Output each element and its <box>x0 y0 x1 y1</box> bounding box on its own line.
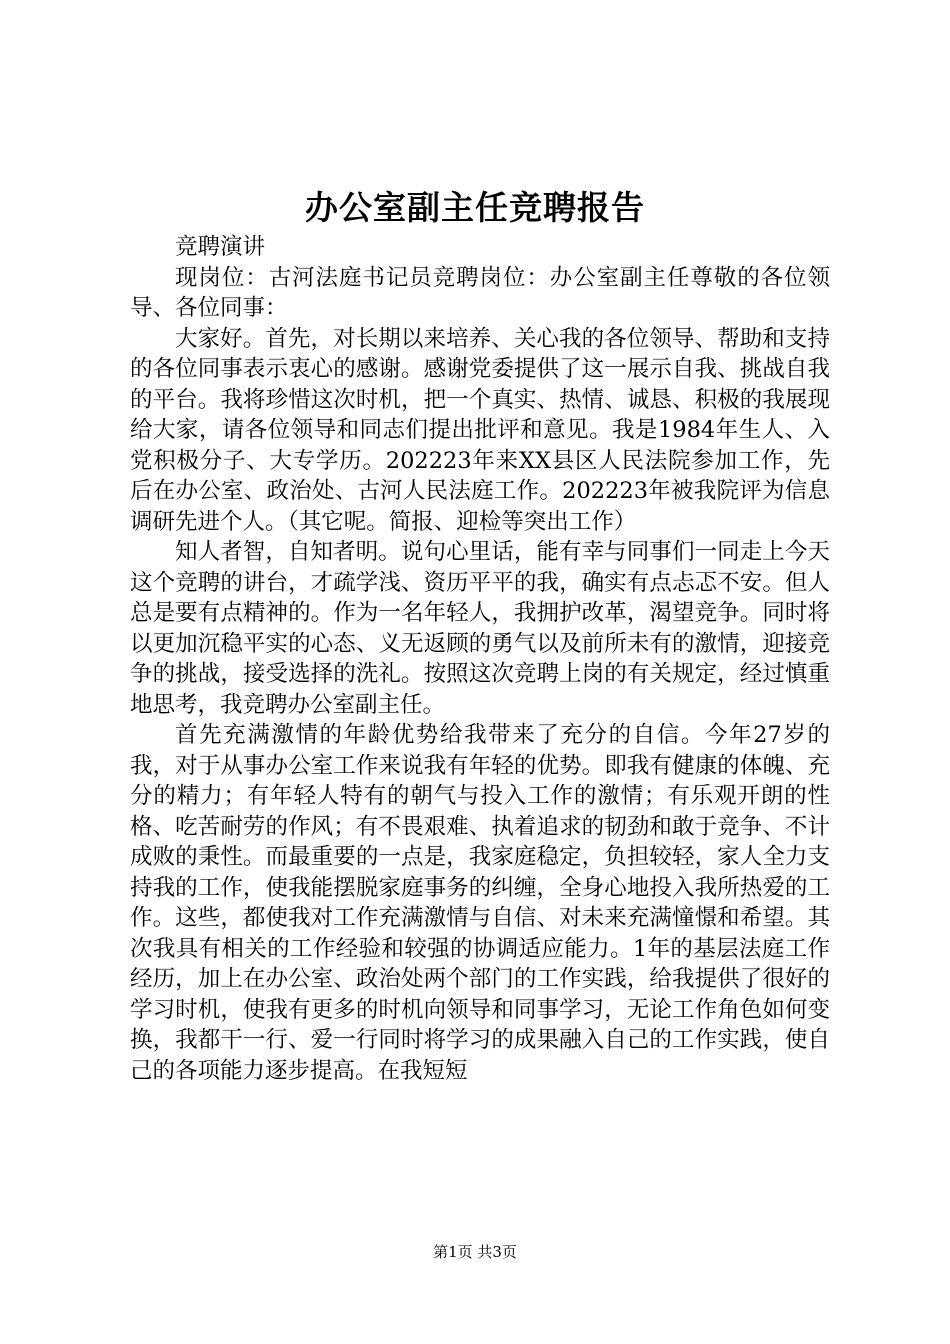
paragraph-advantages: 首先充满激情的年龄优势给我带来了充分的自信。今年27岁的我，对于从事办公室工作来说我有年轻的优势。即我有健康的体魄、充分的精力；有年轻人特有的朝气与投入工作的激情；有乐观开朗的性格、吃苦耐劳的作风；有不畏艰难、执着追求的韧劲和敢于竞争、不计成败的秉性。而最重要的一点是，我家庭稳定，负担较轻，家人全力支持我的工作，使我能摆脱家庭事务的纠缠，全身心地投入我所热爱的工作。这些，都使我对工作充满激情与自信、对未来充满憧憬和希望。其次我具有相关的工作经验和较强的协调适应能力。1年的基层法庭工作经历，加上在办公室、政治处两个部门的工作实践，给我提供了很好的学习时机，使我有更多的时机向领导和同事学习，无论工作角色如何变换，我都干一行、爱一行同时将学习的成果融入自己的工作实践，使自己的各项能力逐步提高。在我短短 <box>130 722 830 1084</box>
paragraph-self-knowledge: 知人者智，自知者明。说句心里话，能有幸与同事们一同走上今天这个竞聘的讲台，才疏学浅、资历平平的我，确实有点忐忑不安。但人总是要有点精神的。作为一名年轻人，我拥护改革，渴望竞争。同时将以更加沉稳平实的心态、义无返顾的勇气以及前所未有的激情，迎接竞争的挑战，接受选择的洗礼。按照这次竞聘上岗的有关规定，经过慎重地思考，我竞聘办公室副主任。 <box>130 539 830 718</box>
paragraph-position: 现岗位：古河法庭书记员竞聘岗位：办公室副主任尊敬的各位领导、各位同事： <box>130 264 830 321</box>
document-title: 办公室副主任竞聘报告 <box>305 188 645 227</box>
document-body <box>130 232 830 1086</box>
paragraph-greeting: 大家好。首先，对长期以来培养、关心我的各位领导、帮助和支持的各位同事表示衷心的感谢。感谢党委提供了这一展示自我、挑战自我的平台。我将珍惜这次时机，把一个真实、热情、诚恳、积极的我展现给大家，请各位领导和同志们提出批评和意见。我是1984年生人、入党积极分子、大专学历。202223年来XX县区人民法院参加工作，先后在办公室、政治处、古河人民法庭工作。202223年被我院评为信息调研先进个人。（其它呢。简报、迎检等突出工作） <box>130 325 830 535</box>
page-number-footer: 第1页 共3页 <box>433 1243 517 1261</box>
paragraph-heading: 竞聘演讲 <box>175 234 266 260</box>
